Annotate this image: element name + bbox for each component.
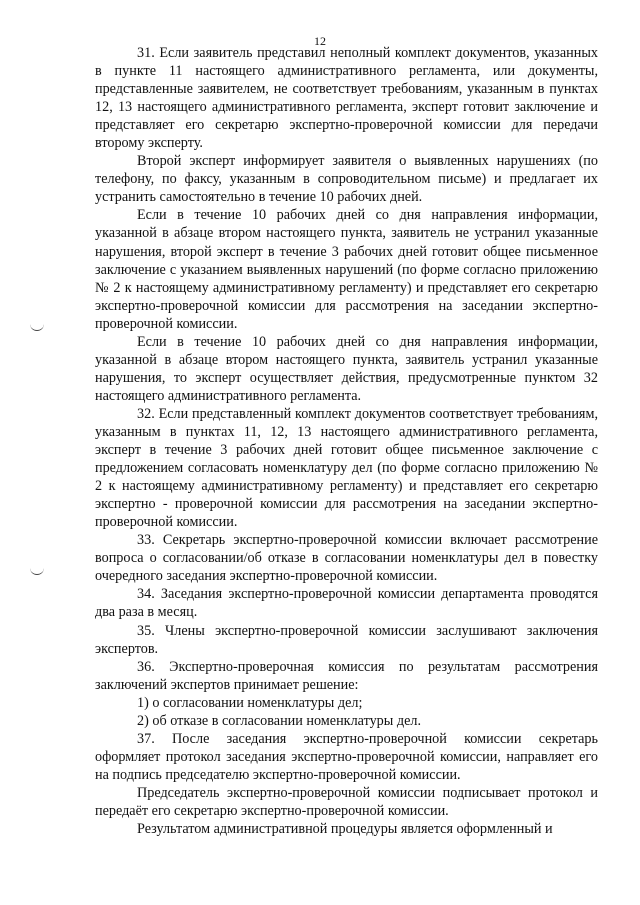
paragraph: Председатель экспертно-проверочной комиссии подписывает протокол и передаёт его секретарю экспертно-проверочной комиссии. [95, 784, 598, 819]
paragraph: 36. Экспертно-проверочная комиссия по результатам рассмотрения заключений экспертов принимает решение: [95, 658, 598, 693]
document-body [95, 44, 598, 838]
page-number: 12 [314, 34, 326, 48]
list-item: 1) о согласовании номенклатуры дел; [137, 694, 363, 711]
paragraph: Если в течение 10 рабочих дней со дня направления информации, указанной в абзаце втором настоящего пункта, заявитель устранил указанные нарушения, то эксперт осуществляет действия, предусмотренные пунктом 32 настоящего административного регламента. [95, 333, 598, 404]
paragraph: 31. Если заявитель представил неполный комплект документов, указанных в пункте 11 настоящего административного регламента, или документы, представленные заявителем, не соответствует требованиям, указанным в пунктах 12, 13 настоящего административного регламента, эксперт готовит заключение и представляет его секретарю экспертно-проверочной комиссии для передачи второму эксперту. [95, 45, 598, 152]
paragraph: Если в течение 10 рабочих дней со дня направления информации, указанной в абзаце втором настоящего пункта, заявитель не устранил указанные нарушения, второй эксперт в течение 3 рабочих дней готовит общее письменное заключение с указанием выявленных нарушений (по форме согласно приложению № 2 к настоящему административному регламенту) и представляет его секретарю экспертно-проверочной комиссии для рассмотрения на заседании экспертно-проверочной комиссии. [95, 207, 598, 332]
paragraph: 32. Если представленный комплект документов соответствует требованиям, указанным в пунктах 11, 12, 13 настоящего административного регламента, эксперт в течение 3 рабочих дней готовит общее письменное заключение с предложением согласовать номенклатуру дел (по форме согласно приложению № 2 к настоящему административному регламенту) и представляет его секретарю экспертно - проверочной комиссии для рассмотрения на заседании экспертно-проверочной комиссии. [95, 405, 598, 531]
margin-mark [30, 568, 44, 575]
paragraph: Результатом административной процедуры является оформленный и [137, 821, 553, 838]
paragraph: 34. Заседания экспертно-проверочной комиссии департамента проводятся два раза в месяц. [95, 586, 598, 621]
paragraph: Второй эксперт информирует заявителя о выявленных нарушениях (по телефону, по факсу, указанным в сопроводительном письме) и предлагает их устранить самостоятельно в течение 10 рабочих дней. [95, 153, 598, 206]
margin-mark [30, 324, 44, 331]
paragraph: 35. Члены экспертно-проверочной комиссии заслушивают заключения экспертов. [95, 622, 598, 657]
paragraph: 33. Секретарь экспертно-проверочной комиссии включает рассмотрение вопроса о согласовании/об отказе в согласовании номенклатуры дел в повестку очередного заседания экспертно-проверочной комиссии. [95, 532, 598, 585]
paragraph: 37. После заседания экспертно-проверочной комиссии секретарь оформляет протокол заседания экспертно-проверочной комиссии, направляет его на подпись председателю экспертно-проверочной комиссии. [95, 730, 598, 783]
list-item: 2) об отказе в согласовании номенклатуры дел. [137, 712, 421, 729]
